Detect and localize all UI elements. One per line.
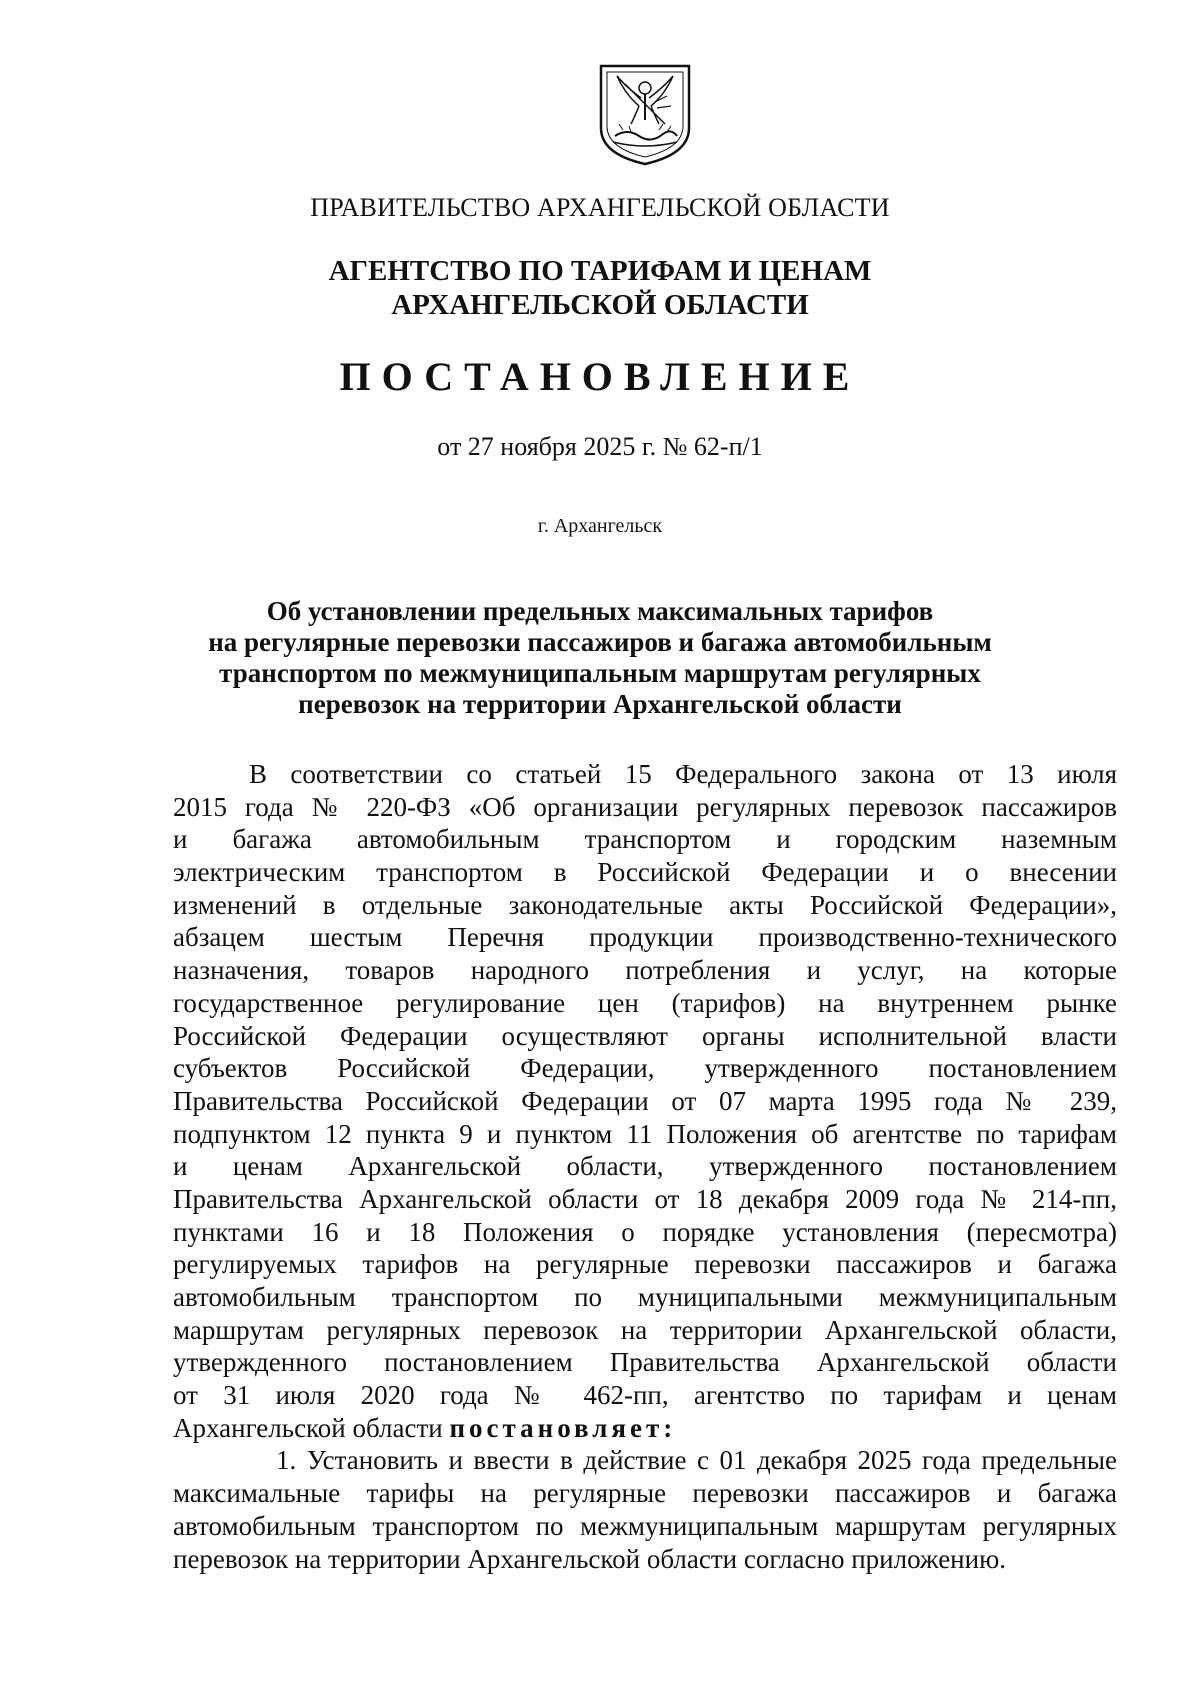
title-line: Об установлении предельных максимальных тарифов [266, 596, 934, 626]
body-line: Правительства Российской Федерации от 07 марта 1995 года № 239, [173, 1085, 1117, 1116]
document-body [173, 758, 1117, 1575]
agency-name-line2: АРХАНГЕЛЬСКОЙ ОБЛАСТИ [391, 289, 809, 321]
body-line: и ценам Архангельской области, утвержденного постановлением [173, 1151, 1117, 1182]
body-line: от 31 июля 2020 года № 462-пп, агентство по тарифам и ценам [173, 1380, 1117, 1411]
document-date-number: от 27 ноября 2025 г. № 62-п/1 [437, 432, 763, 461]
title-line: на регулярные перевозки пассажиров и багажа автомобильным [208, 627, 992, 657]
body-line: подпунктом 12 пункта 9 и пунктом 11 Положения об агентстве по тарифам [173, 1118, 1117, 1149]
coat-of-arms-icon [595, 58, 695, 168]
resolution-prefix: Архангельской области [173, 1412, 443, 1443]
body-line: В соответствии со статьей 15 Федерального закона от 13 июля [249, 759, 1117, 789]
document-type: ПОСТАНОВЛЕНИЕ [339, 354, 861, 399]
agency-name [0, 254, 1200, 322]
body-line: 2015 года № 220-ФЗ «Об организации регулярных перевозок пассажиров [173, 791, 1117, 822]
body-line: изменений в отдельные законодательные акты Российской Федерации», [173, 889, 1117, 920]
body-line: автомобильным транспортом по межмуниципальным маршрутам регулярных [173, 1510, 1117, 1541]
government-name: ПРАВИТЕЛЬСТВО АРХАНГЕЛЬСКОЙ ОБЛАСТИ [310, 193, 890, 222]
agency-name-line1: АГЕНТСТВО ПО ТАРИФАМ И ЦЕНАМ [328, 255, 872, 287]
body-line: и багажа автомобильным транспортом и городским наземным [173, 824, 1117, 855]
body-line: регулируемых тарифов на регулярные перевозки пассажиров и багажа [173, 1249, 1117, 1280]
document-city: г. Архангельск [537, 515, 663, 537]
body-line: максимальные тарифы на регулярные перевозки пассажиров и багажа [173, 1478, 1117, 1509]
body-line: государственное регулирование цен (тарифов) на внутреннем рынке [173, 987, 1117, 1018]
body-line: маршрутам регулярных перевозок на территории Архангельской области, [173, 1314, 1117, 1345]
resolution-verb: постановляет: [449, 1412, 677, 1443]
title-line: перевозок на территории Архангельской области [298, 689, 902, 719]
title-line: транспортом по межмуниципальным маршрутам регулярных [219, 658, 981, 688]
body-line: утвержденного постановлением Правительства Архангельской области [173, 1347, 1117, 1378]
body-line-resolution [173, 1412, 1117, 1445]
body-line: абзацем шестым Перечня продукции производственно-технического [173, 922, 1117, 953]
body-line: назначения, товаров народного потребления и услуг, на которые [173, 955, 1117, 986]
body-line: Российской Федерации осуществляют органы исполнительной власти [173, 1020, 1117, 1051]
body-line: перевозок на территории Архангельской области согласно приложению. [173, 1543, 1006, 1574]
body-line: субъектов Российской Федерации, утвержденного постановлением [173, 1053, 1117, 1084]
body-line: 1. Установить и ввести в действие с 01 декабря 2025 года предельные [276, 1445, 1117, 1476]
body-line: автомобильным транспортом по муниципальными межмуниципальным [173, 1282, 1117, 1312]
body-line: электрическим транспортом в Российской Федерации и о внесении [173, 857, 1117, 888]
body-line: пунктами 16 и 18 Положения о порядке установления (пересмотра) [173, 1216, 1117, 1247]
body-line: Правительства Архангельской области от 18 декабря 2009 года № 214-пп, [173, 1183, 1117, 1214]
document-title [0, 596, 1200, 720]
